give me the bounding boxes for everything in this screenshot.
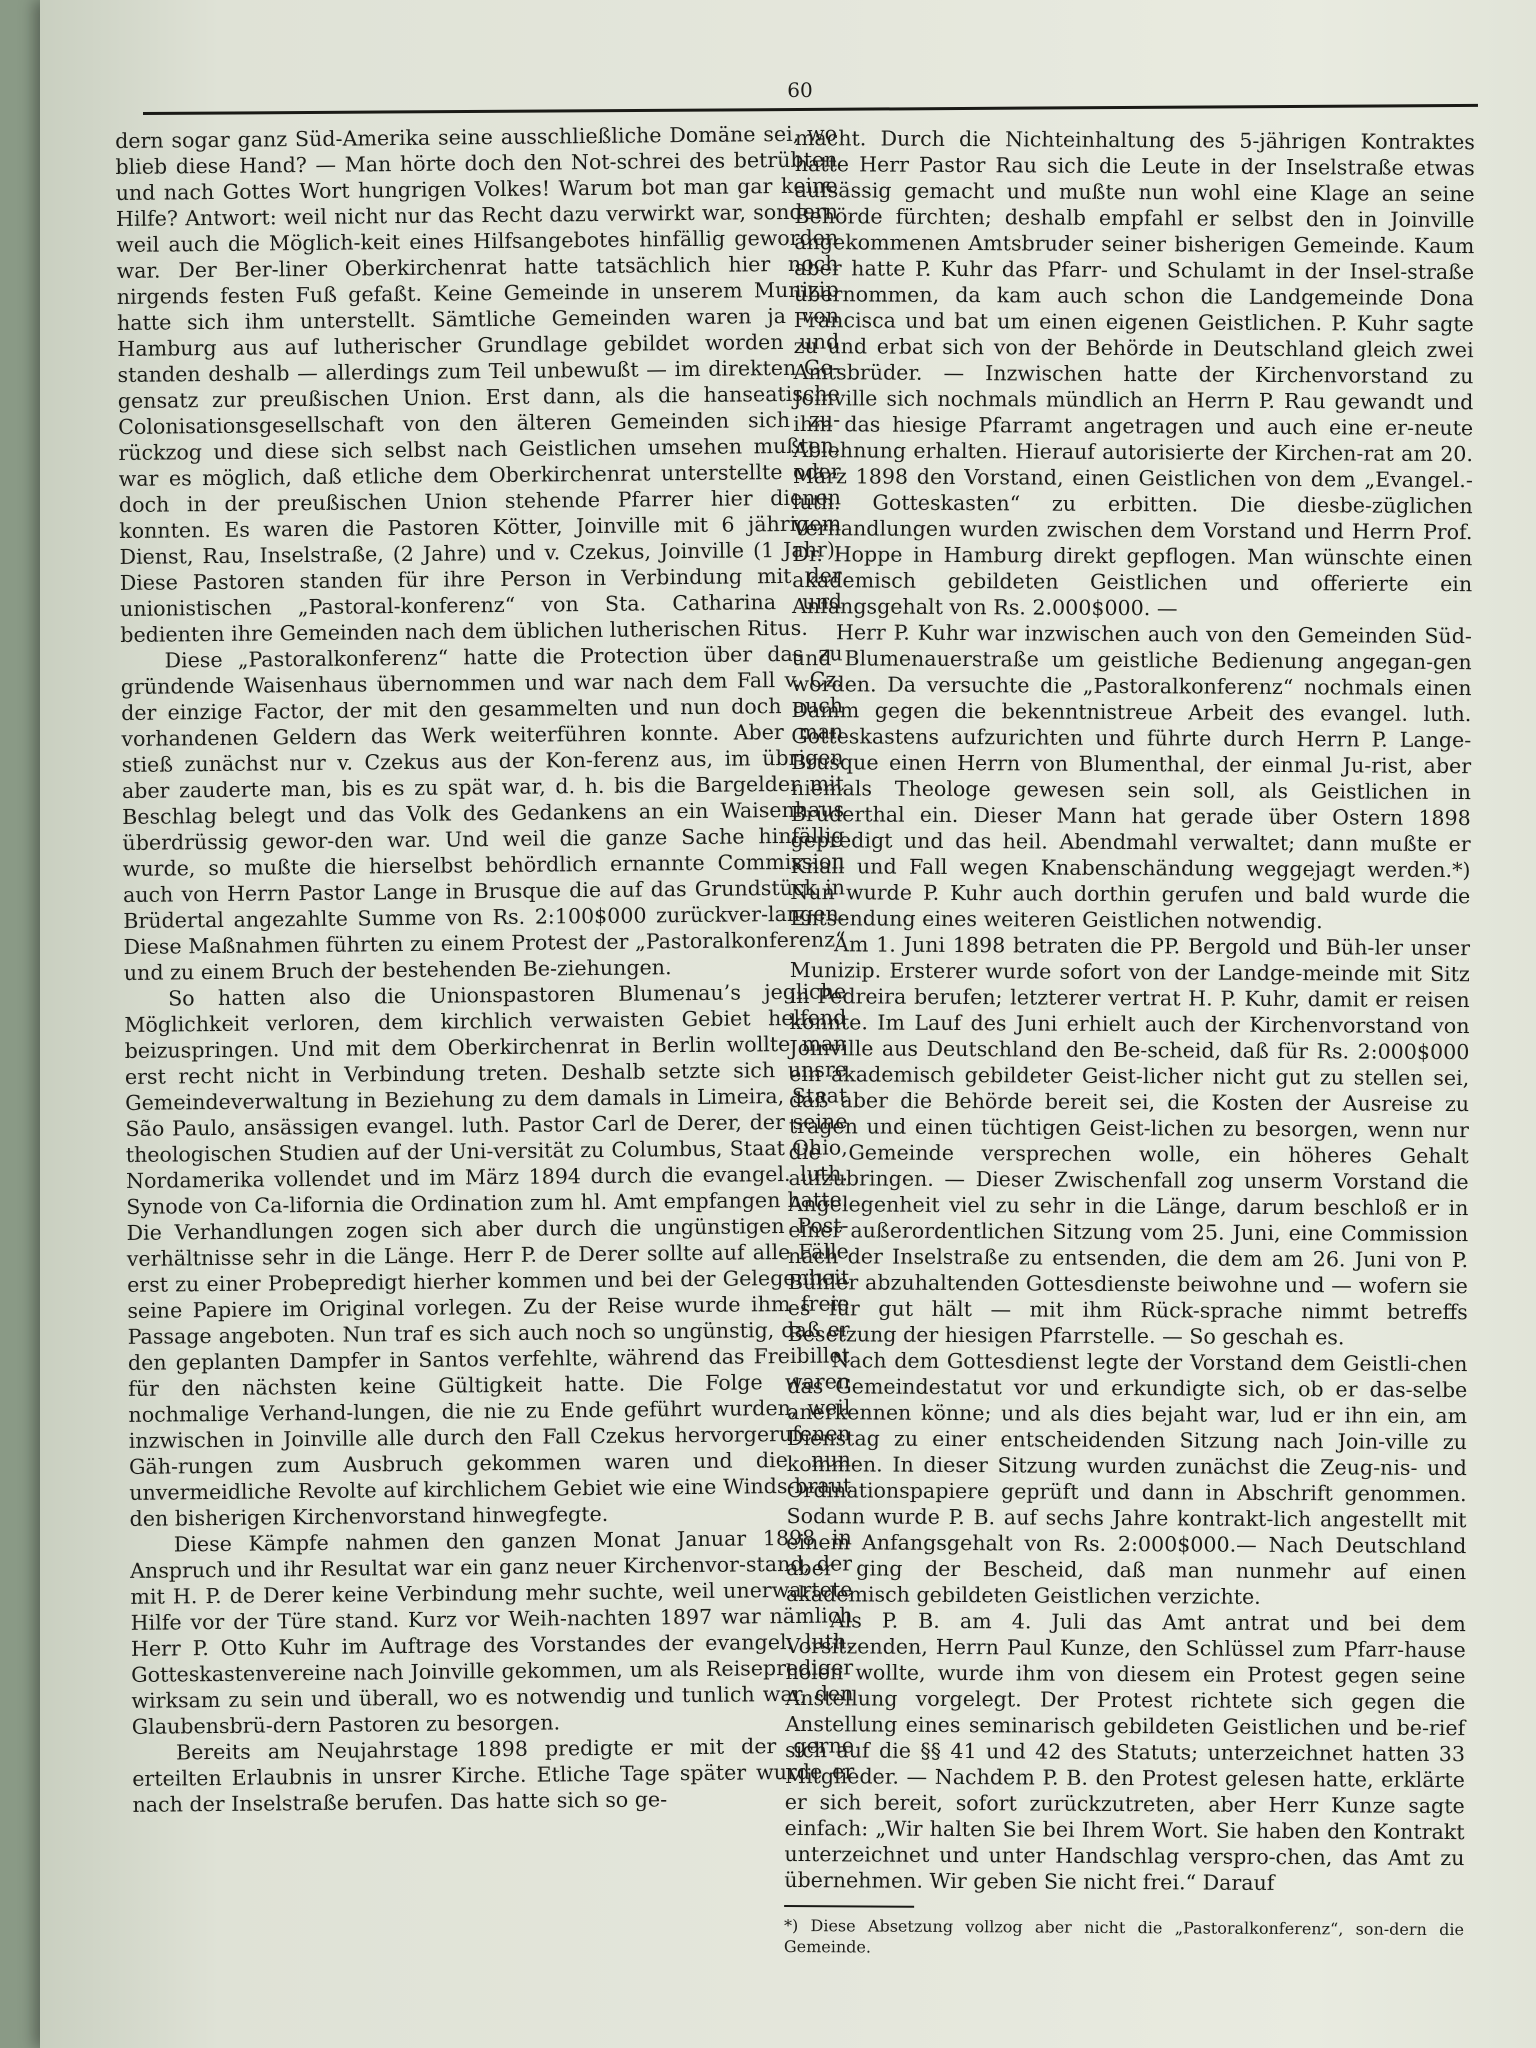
paragraph: Bereits am Neujahrstage 1898 predigte er mit der gerne erteilten Erlaubnis in unsrer Kirche. Etliche Tage später wurde er nach der Inselstraße berufen. Das hatte sich so ge- xyxy=(132,1733,855,1817)
book-page xyxy=(40,0,1536,2048)
paragraph: Diese „Pastoralkonferenz“ hatte die Protection über das zu gründende Waisenhaus übernommen und war nach dem Fall v. Cz. der einzige Factor, der mit den gesammelten und nun doch auch vorhandenen Geldern das Werk weiterführen konnte. Aber man stieß zunächst nur v. Czekus aus der Kon-ferenz aus, im übrigen aber zauderte man, bis es zu spät war, d. h. bis die Bargelder mit Beschlag belegt und das Volk des Gedankens an ein Waisenhaus überdrüssig gewor-den war. Und weil die ganze Sache hinfällig wurde, so mußte die hierselbst behördlich ernannte Commission auch von Herrn Pastor Lange in Brusque die auf das Grundstück in Brüdertal angezahlte Summe von Rs. 2:100$000 zurückver-langen. Diese Maßnahmen führten zu einem Protest der „Pastoralkonferenz“ und zu einem Bruch der bestehenden Be-ziehungen. xyxy=(120,641,846,985)
paragraph: macht. Durch die Nichteinhaltung des 5-jährigen Kontraktes hatte Herr Pastor Rau sich die Leute in der Inselstraße etwas aufsässig gemacht und mußte nun wohl eine Klage an seine Behörde fürchten; deshalb empfahl er selbst den in Joinville angekommenen Amtsbruder seiner bisherigen Gemeinde. Kaum aber hatte P. Kuhr das Pfarr- und Schulamt in der Insel-straße übernommen, da kam auch schon die Landgemeinde Dona Francisca und bat um einen eigenen Geistlichen. P. Kuhr sagte zu und erbat sich von der Behörde in Deutschland gleich zwei Amtsbrüder. — Inzwischen hatte der Kirchenvorstand zu Joinville sich nochmals mündlich an Herrn P. Rau gewandt und ihm das hiesige Pfarramt angetragen und auch eine er-neute Ablehnung erhalten. Hierauf autorisierte der Kirchen-rat am 20. März 1898 den Vorstand, einen Geistlichen von dem „Evangel.-luth. Gotteskasten“ zu erbitten. Die diesbe-züglichen Verhandlungen wurden zwischen dem Vorstand und Herrn Prof. Dr. Hoppe in Hamburg direkt gepflogen. Man wünschte einen akademisch gebildeten Geistlichen und offerierte ein Anfangsgehalt von Rs. 2.000$000. — xyxy=(791,125,1475,621)
paragraph: dern sogar ganz Süd-Amerika seine ausschließliche Domäne sei, wo blieb diese Hand? — Man hörte doch den Not-schrei des betrübten und nach Gottes Wort hungrigen Volkes! Warum bot man gar keine Hilfe? Antwort: weil nicht nur das Recht dazu verwirkt war, sondern weil auch die Möglich-keit eines Hilfsangebotes hinfällig geworden war. Der Ber-liner Oberkirchenrat hatte tatsächlich hier noch nirgends festen Fuß gefaßt. Keine Gemeinde in unserem Munizip hatte sich ihm unterstellt. Sämtliche Gemeinden waren ja von Hamburg aus auf lutherischer Grundlage gebildet worden und standen deshalb — allerdings zum Teil unbewußt — im direkten Ge-gensatz zur preußischen Union. Erst dann, als die hanseatische Colonisationsgesellschaft von den älteren Gemeinden sich zu-rückzog und diese sich selbst nach Geistlichen umsehen mußten, war es möglich, daß etliche dem Oberkirchenrat unterstellte oder doch in der preußischen Union stehende Pfarrer hier dienen konnten. Es waren die Pastoren Kötter, Joinville mit 6 jährigem Dienst, Rau, Inselstraße, (2 Jahre) und v. Czekus, Joinville (1 Jahr). Diese Pastoren standen für ihre Person in Verbindung mit der unionistischen „Pastoral-konferenz“ von Sta. Catharina und bedienten ihre Gemeinden nach dem üblichen lutherischen Ritus. xyxy=(115,121,843,647)
paragraph: Als P. B. am 4. Juli das Amt antrat und bei dem Vorsitzenden, Herrn Paul Kunze, den Schlüssel zum Pfarr-hause holen wollte, wurde ihm von diesem ein Protest gegen seine Anstellung vorgelegt. Der Protest richtete sich gegen die Anstellung eines seminarisch gebildeten Geistlichen und be-rief sich auf die §§ 41 und 42 des Statuts; unterzeichnet hatten 33 Mitglieder. — Nachdem P. B. den Protest gelesen hatte, erklärte er sich bereit, sofort zurückzutreten, aber Herr Kunze sagte einfach: „Wir halten Sie bei Ihrem Wort. Sie haben den Kontrakt unterzeichnet und unter Handschlag verspro-chen, das Amt zu übernehmen. Wir geben Sie nicht frei.“ Darauf xyxy=(784,1608,1466,1895)
footnote-rule xyxy=(784,1905,914,1908)
paragraph: So hatten also die Unionspastoren Blumenau’s jegliche Möglichkeit verloren, dem kirchlich verwaisten Gebiet helfend beizuspringen. Und mit dem Oberkirchenrat in Berlin wollte man erst recht nicht in Verbindung treten. Deshalb setzte sich unsre Gemeindeverwaltung in Beziehung zu dem damals in Limeira, Staat São Paulo, ansässigen evangel. luth. Pastor Carl de Derer, der seine theologischen Studien auf der Uni-versität zu Columbus, Staat Ohio, Nordamerika vollendet und im März 1894 durch die evangel. luth. Synode von Ca-lifornia die Ordination zum hl. Amt empfangen hatte. Die Verhandlungen zogen sich aber durch die ungünstigen Post-verhältnisse sehr in die Länge. Herr P. de Derer sollte auf alle Fälle erst zu einer Probepredigt hierher kommen und bei der Gelegenheit seine Papiere im Original vorlegen. Zu der Reise wurde ihm freie Passage angeboten. Nun traf es sich auch noch so ungünstig, daß er den geplanten Dampfer in Santos verfehlte, während das Freibillet für den nächsten keine Gültigkeit hatte. Die Folge waren nochmalige Verhand-lungen, die nie zu Ende geführt wurden, weil inzwischen in Joinville alle durch den Fall Czekus hervorgerufenen Gäh-rungen zum Ausbruch gekommen waren und die nun unvermeidliche Revolte auf kirchlichem Gebiet wie eine Winds-braut den bisherigen Kirchenvorstand hinwegfegte. xyxy=(124,979,852,1531)
right-column xyxy=(784,125,1475,1961)
left-column xyxy=(115,120,855,1817)
footnote: *) Diese Absetzung vollzog aber nicht die „Pastoralkonferenz“, son-dern die Gemeinde. xyxy=(783,1915,1465,1957)
header-rule xyxy=(143,104,1478,115)
paragraph: Herr P. Kuhr war inzwischen auch von den Gemeinden Süd- und Blumenauerstraße um geistliche Bedienung angegan-gen worden. Da versuchte die „Pastoralkonferenz“ nochmals einen Damm gegen die bekenntnistreue Arbeit des evangel. luth. Gotteskastens aufzurichten und führte durch Herrn P. Lange-Brusque einen Herrn von Blumenthal, der einmal Ju-rist, aber niemals Theologe gewesen sein soll, als Geistlichen in Brüderthal ein. Dieser Mann hat gerade über Ostern 1898 gepredigt und das heil. Abendmahl verwaltet; dann mußte er Knall und Fall wegen Knabenschändung weggejagt werden.*) Nun wurde P. Kuhr auch dorthin gerufen und bald wurde die Entsendung eines weiteren Geistlichen notwendig. xyxy=(790,620,1472,934)
page-number: 60 xyxy=(787,78,813,102)
paragraph: Diese Kämpfe nahmen den ganzen Monat Januar 1898 in Anspruch und ihr Resultat war ein ganz neuer Kirchenvor-stand, der mit H. P. de Derer keine Verbindung mehr suchte, weil unerwartete Hilfe vor der Türe stand. Kurz vor Weih-nachten 1897 war nämlich Herr P. Otto Kuhr im Auftrage des Vorstandes der evangel. luth. Gotteskastenvereine nach Joinville gekommen, um als Reiseprediger wirksam zu sein und überall, wo es notwendig und tunlich war, den Glaubensbrü-dern Pastoren zu besorgen. xyxy=(129,1525,854,1739)
paragraph: Am 1. Juni 1898 betraten die PP. Bergold und Büh-ler unser Munizip. Ersterer wurde sofort von der Landge-meinde mit Sitz in Pedreira berufen; letzterer vertrat H. P. Kuhr, damit er reisen konnte. Im Lauf des Juni erhielt auch der Kirchenvorstand von Joinville aus Deutschland den Be-scheid, daß für Rs. 2:000$000 ein akademisch gebildeter Geist-licher nicht gut zu stellen sei, daß aber die Behörde bereit sei, die Kosten der Ausreise zu tragen und einen tüchtigen Geist-lichen zu besorgen, wenn nur die Gemeinde versprechen wolle, ein höheres Gehalt aufzubringen. — Dieser Zwischenfall zog unserm Vorstand die Angelegenheit viel zu sehr in die Länge, darum beschloß er in einer außerordentlichen Sitzung vom 25. Juni, eine Commission nach der Inselstraße zu entsenden, die dem am 26. Juni von P. Bühler abzuhaltenden Gottesdienste beiwohne und — wofern sie es für gut hält — mit ihm Rück-sprache nimmt betreffs Besetzung der hiesigen Pfarrstelle. — So geschah es. xyxy=(787,932,1471,1350)
paragraph: Nach dem Gottesdienst legte der Vorstand dem Geistli-chen das Gemeindestatut vor und erkundigte sich, ob er das-selbe anerkennen könne; und als dies bejaht war, lud er ihn ein, am Dienstag zu einer entscheidenden Sitzung nach Join-ville zu kommen. In dieser Sitzung wurden zunächst die Zeug-nis- und Ordinationspapiere geprüft und dann in Abschrift genommen. Sodann wurde P. B. auf sechs Jahre kontrakt-lich angestellt mit einem Anfangsgehalt von Rs. 2:000$000.— Nach Deutschland aber ging der Bescheid, daß man nunmehr auf einen akademisch gebildeten Geistlichen verzichte. xyxy=(785,1348,1468,1609)
